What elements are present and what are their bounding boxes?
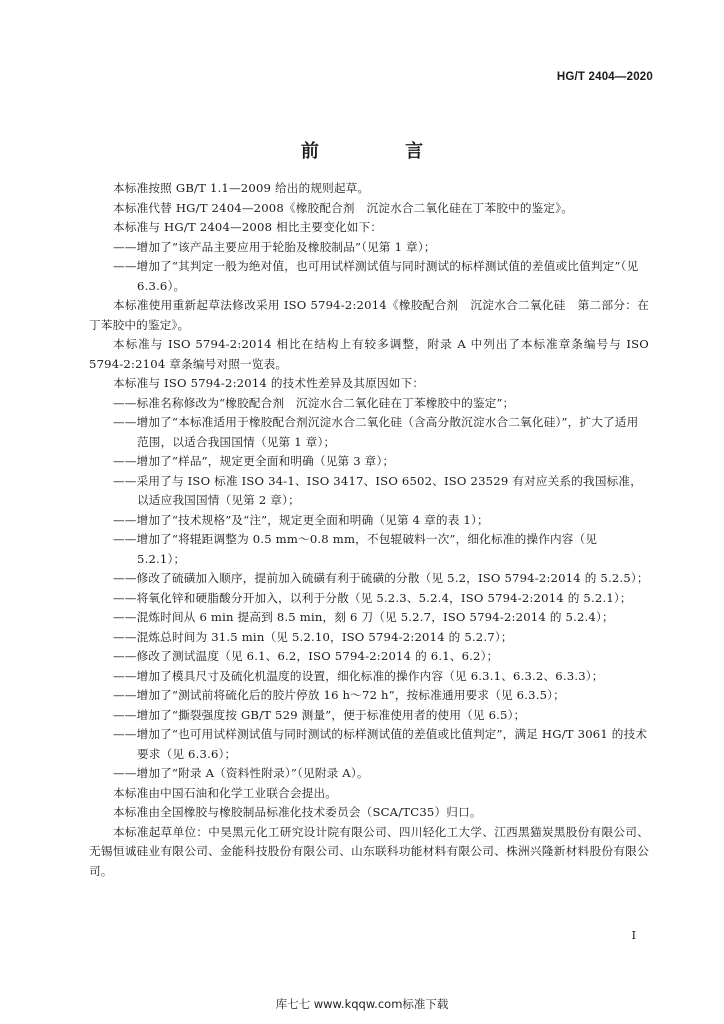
- list-item: ——增加了“将辊距调整为 0.5 mm～0.8 mm，不包辊破料一次”，细化标准的操作内容（见 5.2.1）；: [113, 532, 598, 566]
- paragraph: 本标准使用重新起草法修改采用 ISO 5794-2:2014《橡胶配合剂 沉淀水合二氧化硅 第二部分：在丁苯胶中的鉴定》。: [89, 298, 649, 332]
- list-item: ——增加了“也可用试样测试值与同时测试的标样测试值的差值或比值判定”，满足 HG/T 3061 的技术要求（见 6.3.6）；: [113, 727, 648, 761]
- list-item: ——修改了硫磺加入顺序，提前加入硫磺有利于硫磺的分散（见 5.2，ISO 5794-2:2014 的 5.2.5）；: [113, 571, 649, 585]
- paragraph: 本标准代替 HG/T 2404—2008《橡胶配合剂 沉淀水合二氧化硅在丁苯胶中的鉴定》。: [113, 200, 574, 215]
- list-item: ——增加了“附录 A（资料性附录）”（见附录 A）。: [113, 766, 369, 780]
- foreword-body: [89, 179, 649, 881]
- list-item: ——增加了“其判定一般为绝对值，也可用试样测试值与同时测试的标样测试值的差值或比值判定”（见 6.3.6）。: [113, 259, 639, 293]
- list-item: ——增加了“该产品主要应用于轮胎及橡胶制品”（见第 1 章）；: [113, 239, 436, 254]
- list-item: ——增加了“样品”，规定更全面和明确（见第 3 章）；: [113, 454, 395, 468]
- list-item: ——增加了“本标准适用于橡胶配合剂沉淀水合二氧化硅（含高分散沉淀水合二氧化硅）”，扩大了适用范围，以适合我国国情（见第 1 章）；: [113, 415, 639, 449]
- paragraph: 本标准起草单位：中昊黑元化工研究设计院有限公司、四川轻化工大学、江西黑猫炭黑股份有限公司、无锡恒诚硅业有限公司、金能科技股份有限公司、山东联科功能材料有限公司、株洲兴隆新材料股份有限公司。: [89, 824, 649, 878]
- list-item: ——修改了测试温度（见 6.1、6.2，ISO 5794-2:2014 的 6.1、6.2）；: [113, 649, 499, 663]
- paragraph: 本标准与 HG/T 2404—2008 相比主要变化如下：: [113, 220, 383, 234]
- list-item: ——增加了“撕裂强度按 GB/T 529 测量”，便于标准使用者的使用（见 6.5）；: [113, 707, 526, 722]
- list-item: ——混炼时间从 6 min 提高到 8.5 min，刻 6 刀（见 5.2.7，ISO 5794-2:2014 的 5.2.4）；: [113, 610, 614, 624]
- paragraph: 本标准由全国橡胶与橡胶制品标准化技术委员会（SCA/TC35）归口。: [113, 805, 482, 819]
- watermark-footer: 库七七 www.kqqw.com标准下载: [275, 997, 449, 1011]
- paragraph: 本标准按照 GB/T 1.1—2009 给出的规则起草。: [113, 181, 370, 195]
- list-item: ——将氧化锌和硬脂酸分开加入，以利于分散（见 5.2.3、5.2.4，ISO 5794-2:2014 的 5.2.1）；: [113, 590, 632, 605]
- list-item: ——增加了“技术规格”及“注”，规定更全面和明确（见第 4 章的表 1）；: [113, 512, 489, 527]
- list-item: ——增加了“测试前将硫化后的胶片停放 16 h～72 h”，按标准通用要求（见 6.3.5）；: [113, 688, 565, 702]
- list-item: ——采用了与 ISO 标准 ISO 34-1、ISO 3417、ISO 6502、ISO 23529 有对应关系的我国标准，以适应我国国情（见第 2 章）；: [113, 473, 643, 507]
- page-number: I: [631, 929, 636, 942]
- list-item: ——增加了模具尺寸及硫化机温度的设置，细化标准的操作内容（见 6.3.1、6.3.2、6.3.3）；: [113, 668, 604, 683]
- paragraph: 本标准与 ISO 5794-2:2014 的技术性差异及其原因如下：: [113, 376, 425, 390]
- paragraph: 本标准与 ISO 5794-2:2014 相比在结构上有较多调整，附录 A 中列出了本标准章条编号与 ISO 5794-2:2104 章条编号对照一览表。: [89, 337, 649, 371]
- page-title: 前 言: [300, 141, 464, 162]
- list-item: ——标准名称修改为“橡胶配合剂 沉淀水合二氧化硅在丁苯橡胶中的鉴定”；: [113, 395, 515, 410]
- paragraph: 本标准由中国石油和化学工业联合会提出。: [113, 785, 338, 800]
- document-number: HG/T 2404—2020: [556, 71, 653, 83]
- list-item: ——混炼总时间为 31.5 min（见 5.2.10，ISO 5794-2:2014 的 5.2.7）；: [113, 629, 513, 644]
